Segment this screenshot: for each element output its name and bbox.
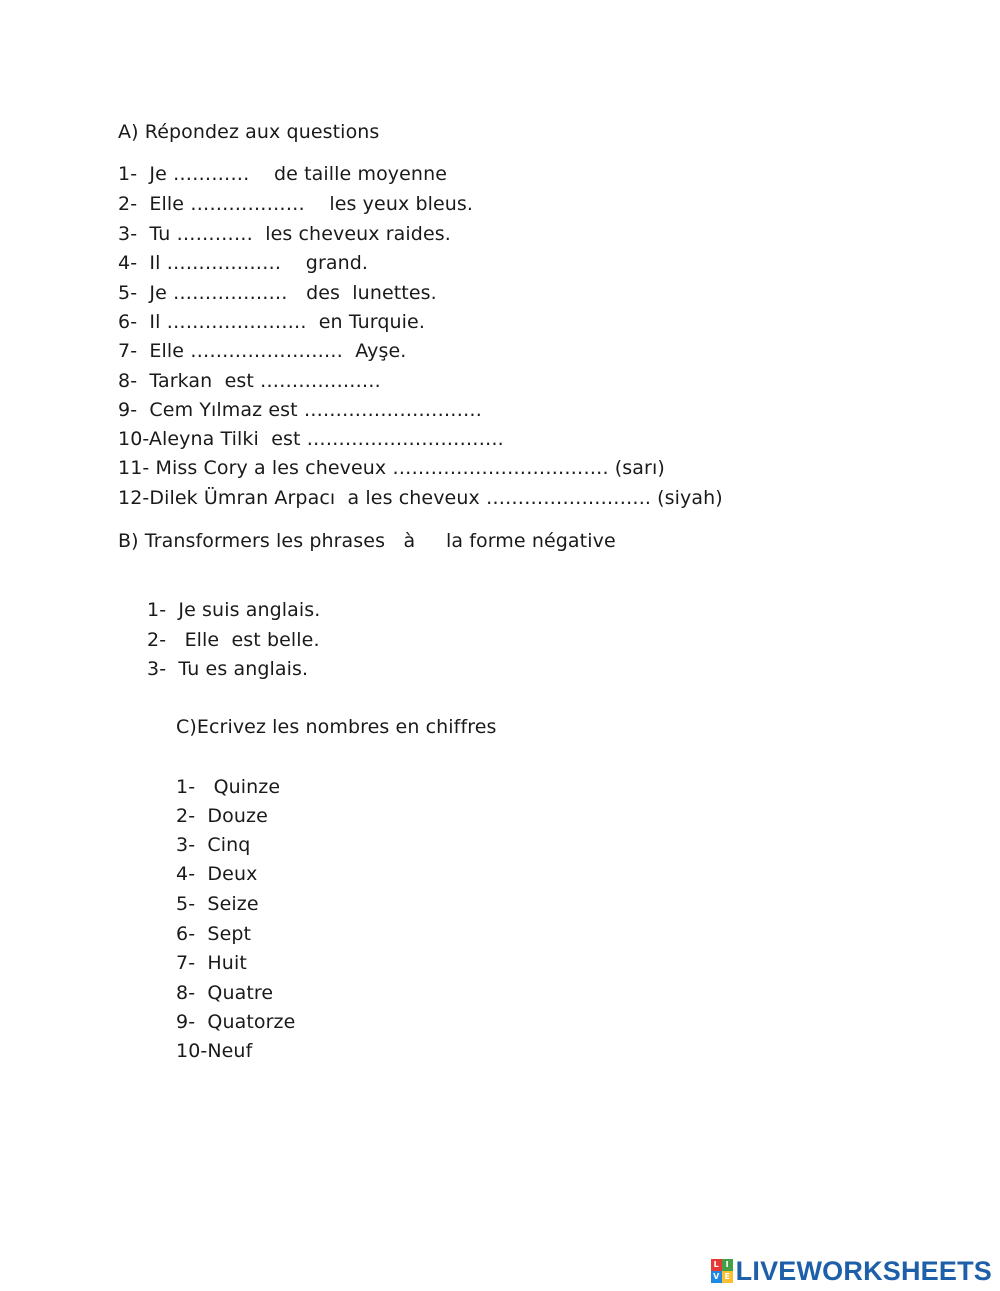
section-c-item: 5- Seize <box>176 893 259 915</box>
section-a-item: 11- Miss Cory a les cheveux ……………………………. (sarı) <box>118 457 665 479</box>
section-c-item: 9- Quatorze <box>176 1011 296 1033</box>
section-a-item: 12-Dilek Ümran Arpacı a les cheveux …………………….. (siyah) <box>118 487 723 509</box>
logo-mark-letter: V <box>711 1271 722 1283</box>
section-a-title: A) Répondez aux questions <box>118 121 380 143</box>
section-a-item: 8- Tarkan est ………………. <box>118 370 381 392</box>
section-a-item: 2- Elle ……………… les yeux bleus. <box>118 193 474 215</box>
section-c-item: 10-Neuf <box>176 1040 253 1062</box>
section-c-title: C)Ecrivez les nombres en chiffres <box>176 716 497 738</box>
section-a-item: 9- Cem Yılmaz est ………………………. <box>118 399 482 421</box>
section-b-item: 3- Tu es anglais. <box>147 658 309 680</box>
liveworksheets-logo <box>711 1256 992 1286</box>
section-a-item: 4- Il ……………… grand. <box>118 252 369 274</box>
section-b-title: B) Transformers les phrases à la forme négative <box>118 530 616 552</box>
logo-mark-letter: E <box>722 1271 733 1283</box>
section-b-item: 2- Elle est belle. <box>147 629 320 651</box>
section-c-item: 6- Sept <box>176 923 252 945</box>
section-a-item: 10-Aleyna Tilki est …………………………. <box>118 428 504 450</box>
section-c-item: 1- Quinze <box>176 776 281 798</box>
section-a-item: 5- Je ……………… des lunettes. <box>118 282 437 304</box>
section-c-item: 7- Huit <box>176 952 247 974</box>
section-a-item: 1- Je ………… de taille moyenne <box>118 163 448 185</box>
section-b-item: 1- Je suis anglais. <box>147 599 321 621</box>
section-a-item: 6- Il …………………. en Turquie. <box>118 311 425 333</box>
section-a-item: 7- Elle …………………… Ayşe. <box>118 340 407 362</box>
section-c-item: 8- Quatre <box>176 982 274 1004</box>
logo-mark-letter: L <box>711 1259 722 1271</box>
logo-mark-letter: I <box>722 1259 733 1271</box>
section-c-item: 4- Deux <box>176 863 258 885</box>
section-c-item: 2- Douze <box>176 805 268 827</box>
logo-mark-icon <box>711 1259 733 1283</box>
section-a-item: 3- Tu ………… les cheveux raides. <box>118 223 451 245</box>
section-c-item: 3- Cinq <box>176 834 251 856</box>
logo-text: LIVEWORKSHEETS <box>735 1255 992 1286</box>
